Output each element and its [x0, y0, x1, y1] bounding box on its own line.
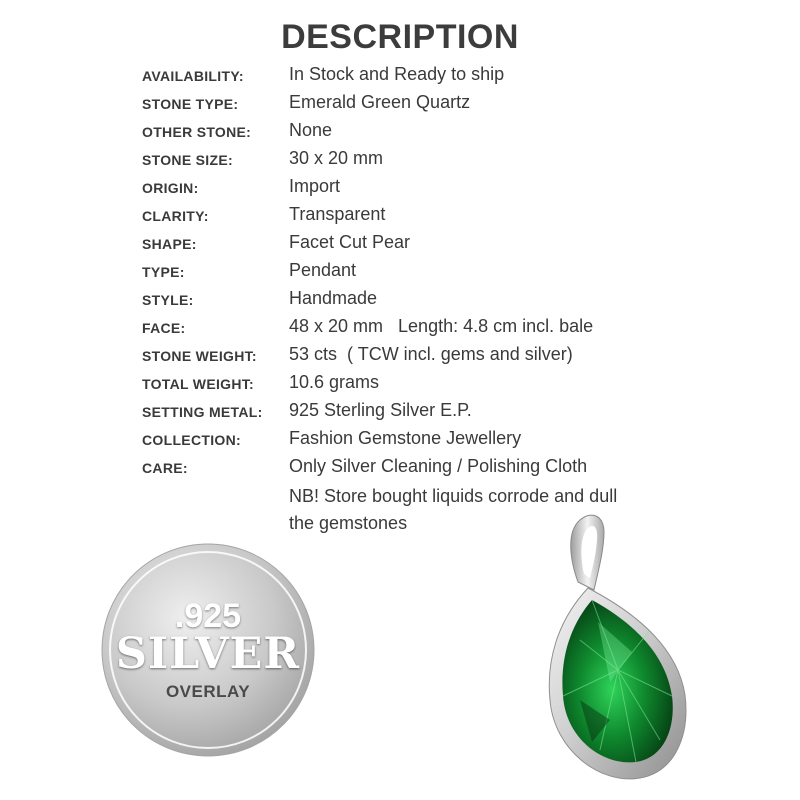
spec-table	[142, 62, 702, 482]
spec-label: AVAILABILITY:	[142, 68, 244, 84]
spec-value: 53 cts ( TCW incl. gems and silver)	[289, 344, 573, 364]
spec-row-style	[142, 286, 702, 314]
spec-value: Transparent	[289, 204, 386, 224]
spec-row-type	[142, 258, 702, 286]
spec-value: 10.6 grams	[289, 372, 380, 392]
badge-metal: SILVER	[115, 629, 301, 679]
spec-row-collection	[142, 426, 702, 454]
spec-value: Fashion Gemstone Jewellery	[289, 428, 522, 448]
spec-value: 925 Sterling Silver E.P.	[289, 400, 472, 420]
spec-row-other-stone	[142, 118, 702, 146]
spec-value: Emerald Green Quartz	[289, 92, 471, 112]
spec-row-availability	[142, 62, 702, 90]
spec-label: TYPE:	[142, 264, 185, 280]
spec-row-stone-size	[142, 146, 702, 174]
emerald-pendant-image	[540, 510, 700, 790]
care-note-line: the gemstones	[289, 513, 408, 533]
spec-label: OTHER STONE:	[142, 124, 252, 140]
badge-type: OVERLAY	[165, 682, 251, 701]
spec-label: COLLECTION:	[142, 432, 241, 448]
spec-label: CLARITY:	[142, 208, 209, 224]
spec-row-clarity	[142, 202, 702, 230]
spec-value: In Stock and Ready to ship	[289, 64, 505, 84]
page-title: DESCRIPTION	[281, 18, 519, 56]
spec-value: Handmade	[289, 288, 378, 308]
spec-label: SETTING METAL:	[142, 404, 263, 420]
spec-label: STONE SIZE:	[142, 152, 233, 168]
spec-value: Facet Cut Pear	[289, 232, 411, 252]
spec-value: 48 x 20 mm Length: 4.8 cm incl. bale	[289, 316, 594, 336]
spec-label: ORIGIN:	[142, 180, 199, 196]
spec-value: 30 x 20 mm	[289, 148, 384, 168]
spec-label: SHAPE:	[142, 236, 197, 252]
spec-label: FACE:	[142, 320, 186, 336]
badge-number: .925	[174, 597, 242, 635]
spec-label: STONE TYPE:	[142, 96, 239, 112]
spec-row-face	[142, 314, 702, 342]
spec-row-setting-metal	[142, 398, 702, 426]
spec-label: STONE WEIGHT:	[142, 348, 257, 364]
spec-value: None	[289, 120, 333, 140]
spec-row-stone-type	[142, 90, 702, 118]
spec-row-shape	[142, 230, 702, 258]
care-note-line: NB! Store bought liquids corrode and dull	[289, 486, 618, 506]
spec-value: Only Silver Cleaning / Polishing Cloth	[289, 456, 588, 476]
spec-value: Pendant	[289, 260, 357, 280]
spec-row-origin	[142, 174, 702, 202]
spec-row-stone-weight	[142, 342, 702, 370]
spec-label: TOTAL WEIGHT:	[142, 376, 255, 392]
spec-label: CARE:	[142, 460, 188, 476]
spec-value: Import	[289, 176, 341, 196]
spec-row-care	[142, 454, 702, 482]
spec-row-total-weight	[142, 370, 702, 398]
silver-overlay-badge	[100, 542, 316, 758]
spec-label: STYLE:	[142, 292, 194, 308]
